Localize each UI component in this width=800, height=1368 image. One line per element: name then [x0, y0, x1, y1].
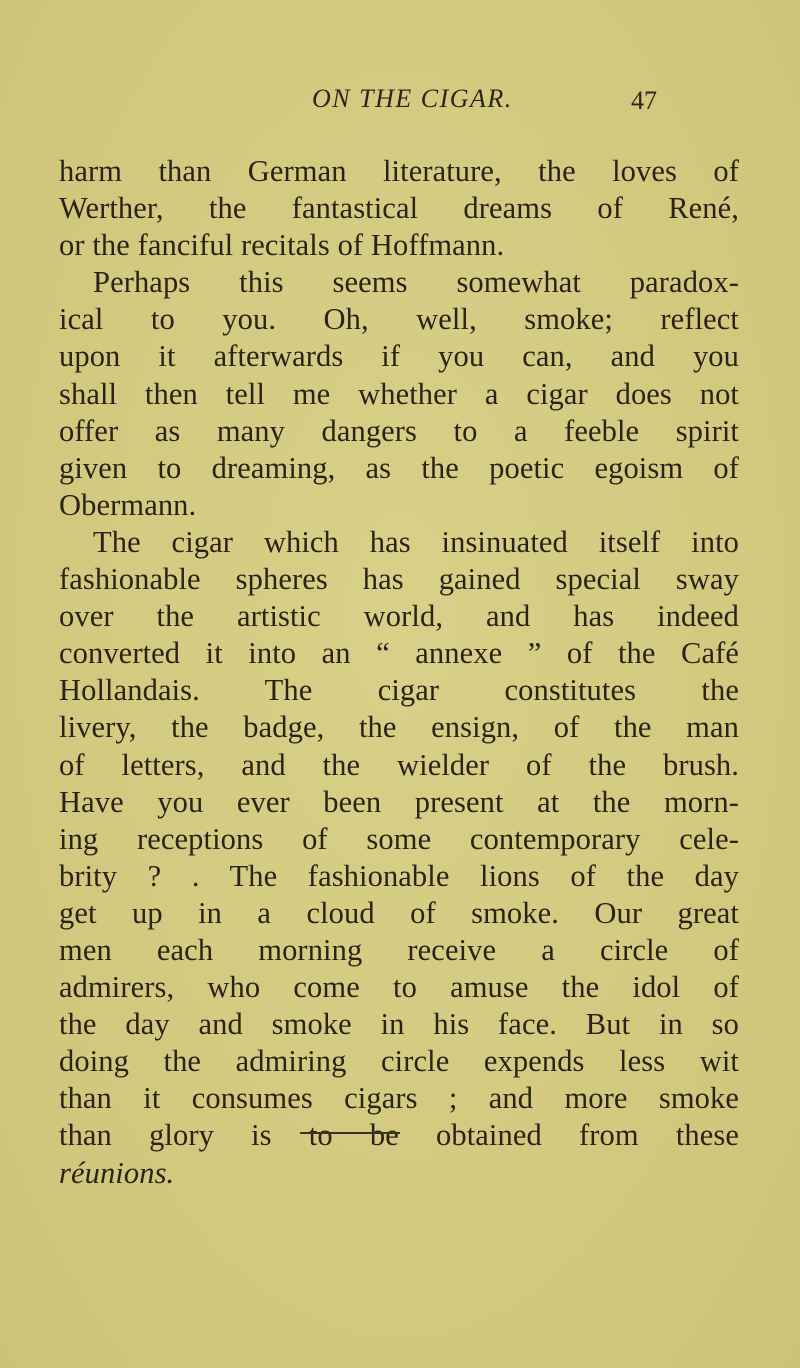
text-line: than it consumes cigars ; and more smoke: [59, 1081, 739, 1116]
text-line: ical to you. Oh, well, smoke; reflect: [59, 302, 739, 337]
text-line: Werther, the fantastical dreams of René,: [59, 191, 739, 226]
text-line: men each morning receive a circle of: [59, 932, 739, 967]
text-line: livery, the badge, the ensign, of the man: [59, 710, 739, 745]
running-title: ON THE CIGAR.: [312, 84, 513, 113]
text-line: converted it into an “ annexe ” of the Café: [59, 636, 739, 671]
text-line: get up in a cloud of smoke. Our great: [59, 895, 739, 930]
text-line: Perhaps this seems somewhat paradox-: [93, 265, 739, 300]
text-line: admirers, who come to amuse the idol of: [59, 970, 739, 1005]
page-number: 47: [631, 86, 657, 115]
text-line: upon it afterwards if you can, and you: [59, 339, 739, 374]
text-line: doing the admiring circle expends less wit: [59, 1044, 739, 1079]
text-line: ing receptions of some contemporary cele-: [59, 821, 739, 856]
text-line: The cigar which has insinuated itself into: [93, 524, 739, 559]
text-line: shall then tell me whether a cigar does not: [59, 376, 739, 411]
text-line: brity ? . The fashionable lions of the day: [59, 858, 739, 893]
text-line: than glory is to be obtained from these: [59, 1118, 739, 1153]
text-line: offer as many dangers to a feeble spirit: [59, 413, 739, 448]
text-line: Obermann.: [59, 487, 197, 522]
italic-word: réunions.: [59, 1155, 175, 1190]
text-line: given to dreaming, as the poetic egoism of: [59, 450, 739, 485]
body-text: [59, 153, 739, 1192]
running-head: [0, 84, 800, 124]
text-line: harm than German literature, the loves of: [59, 154, 739, 188]
text-line: or the fanciful recitals of Hoffmann.: [59, 228, 505, 263]
text-line: the day and smoke in his face. But in so: [59, 1007, 739, 1042]
text-line: fashionable spheres has gained special sway: [59, 562, 739, 597]
text-line: Have you ever been present at the morn-: [59, 784, 739, 819]
end-rule: [300, 1132, 400, 1134]
text-line: Hollandais. The cigar constitutes the: [59, 673, 739, 708]
text-line: over the artistic world, and has indeed: [59, 599, 739, 634]
text-line: of letters, and the wielder of the brush.: [59, 747, 739, 782]
text-line-italic: [59, 1155, 739, 1192]
